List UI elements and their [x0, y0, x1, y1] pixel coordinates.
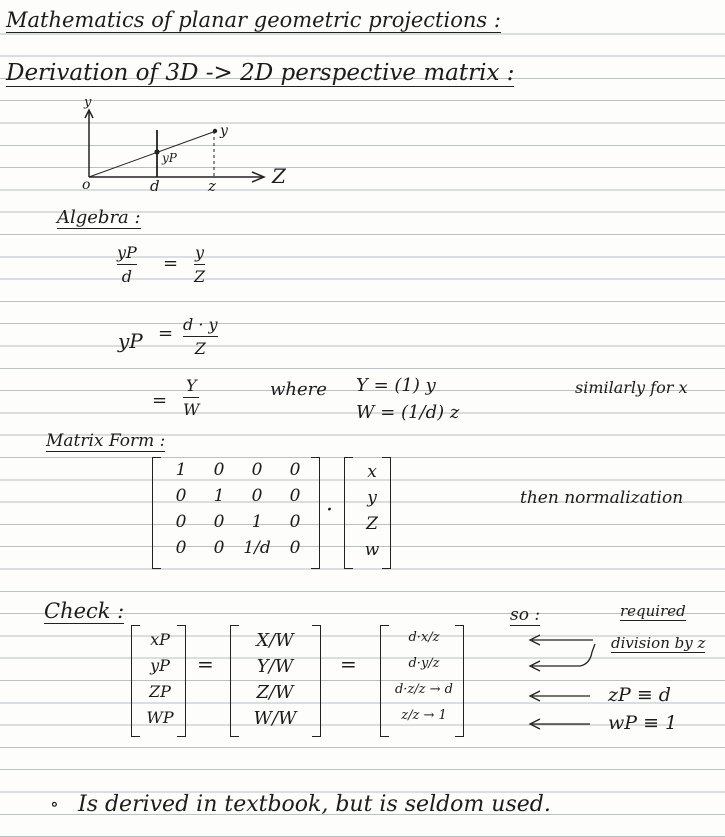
bullet-marker: ∘	[50, 794, 59, 815]
eq1-equals: =	[163, 253, 179, 274]
matrix-form-heading: Matrix Form :	[46, 431, 166, 451]
Y-definition: Y = (1) y	[356, 375, 436, 396]
zp-result: zP ≡ d	[608, 684, 671, 706]
so-label: so :	[510, 605, 541, 625]
coordinate-vector: x y Z w	[364, 462, 380, 560]
where-label: where	[270, 379, 327, 400]
projected-point-label: yP	[162, 151, 177, 165]
division-note: division by z	[611, 634, 706, 652]
y-axis-label: y	[84, 95, 92, 110]
perspective-matrix: 1 0 0 0 0 1 0 0 0 0 1 0 0 0 1/d 0	[175, 460, 301, 558]
check-homogeneous-vector: X/W Y/W Z/W W/W	[253, 630, 297, 729]
algebra-heading: Algebra :	[57, 207, 141, 228]
origin-label: o	[82, 177, 91, 193]
check-heading: Check :	[44, 599, 125, 623]
eq3-equals: =	[152, 390, 168, 411]
section-heading: Derivation of 3D -> 2D perspective matrix :	[6, 60, 515, 86]
eq1-lhs: yP d	[117, 243, 137, 286]
z-axis-label: Z	[272, 164, 286, 188]
required-note: required	[620, 602, 686, 620]
eq2-equals: =	[158, 323, 174, 344]
eq2-lhs: yP	[118, 329, 143, 353]
point-label: y	[220, 123, 228, 139]
check-equals-2: =	[340, 652, 357, 676]
page-title: Mathematics of planar geometric projections :	[6, 8, 501, 32]
eq2-rhs: d · y Z	[183, 315, 218, 358]
multiply-dot: ·	[326, 498, 333, 523]
check-projected-vector: xP yP ZP WP	[146, 630, 174, 727]
d-tick-label: d	[150, 177, 160, 195]
check-equals-1: =	[197, 652, 214, 676]
wp-result: wP ≡ 1	[608, 712, 678, 734]
check-result-vector: d·x/z d·y/z d·z/z → d z/z → 1	[394, 630, 453, 723]
W-definition: W = (1/d) z	[356, 402, 460, 423]
bullet-text: Is derived in textbook, but is seldom used.	[78, 792, 551, 817]
z-tick-label: z	[208, 177, 216, 195]
eq1-rhs: y Z	[194, 243, 206, 286]
eq3-rhs: Y W	[183, 376, 200, 419]
normalization-note: then normalization	[520, 488, 684, 508]
similarly-note: similarly for x	[575, 378, 688, 397]
